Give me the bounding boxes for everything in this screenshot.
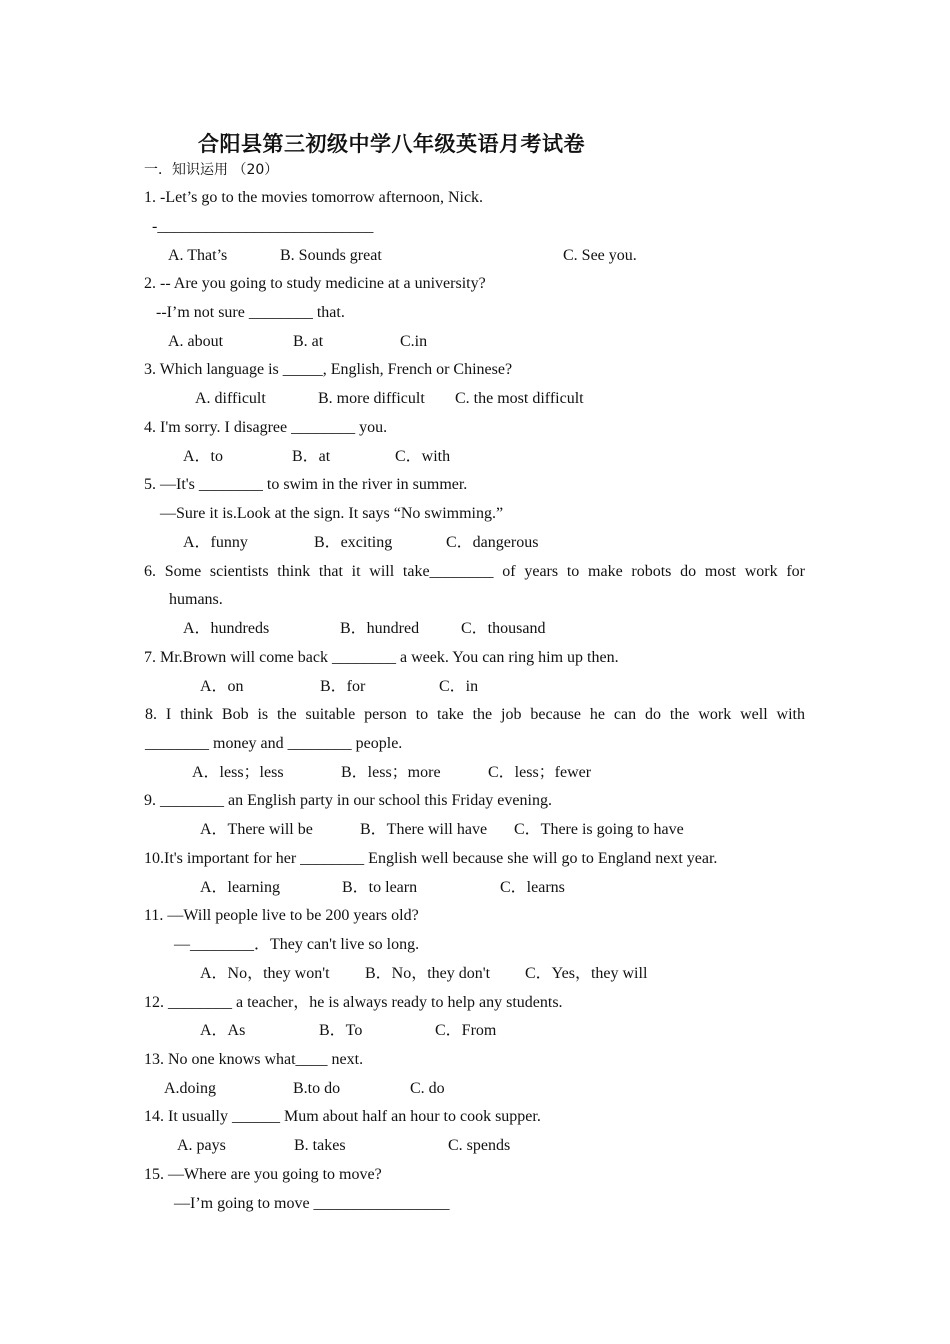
question-14-option-a: A. pays bbox=[177, 1137, 226, 1154]
question-1-option-b: B. Sounds great bbox=[280, 247, 382, 264]
question-7-option-a: A．on bbox=[200, 678, 244, 695]
question-6-option-a: A．hundreds bbox=[183, 620, 270, 637]
question-6-option-b: B．hundred bbox=[340, 620, 420, 637]
question-5-option-a: A．funny bbox=[183, 534, 248, 551]
question-1-option-c: C. See you. bbox=[563, 247, 637, 264]
question-11-option-a: A．No，they won't bbox=[200, 965, 330, 982]
question-10-option-b: B．to learn bbox=[342, 879, 418, 896]
question-6-stem: 6. Some scientists think that it will take________ of years to make robots do most work for bbox=[144, 563, 805, 580]
question-1-option-a: A. That’s bbox=[168, 247, 228, 264]
exam-title: 合阳县第三初级中学八年级英语月考试卷 bbox=[198, 132, 585, 156]
question-10-stem: 10.It's important for her ________ English well because she will go to England next year. bbox=[144, 850, 718, 867]
question-12-option-b: B．To bbox=[319, 1022, 363, 1039]
question-4-stem: 4. I'm sorry. I disagree ________ you. bbox=[144, 419, 388, 436]
question-11-option-b: B．No，they don't bbox=[365, 965, 491, 982]
question-3-option-c: C. the most difficult bbox=[455, 390, 584, 407]
question-2-option-b: B. at bbox=[293, 333, 324, 350]
question-11-stem: 11. —Will people live to be 200 years old? bbox=[144, 907, 419, 924]
question-2-option-c: C.in bbox=[400, 333, 428, 350]
question-9-option-a: A．There will be bbox=[200, 821, 313, 838]
question-11-option-c: C．Yes，they will bbox=[525, 965, 648, 982]
question-8-option-b: B．less；more bbox=[341, 764, 441, 781]
question-13-option-a: A.doing bbox=[164, 1080, 216, 1097]
question-4-option-b: B．at bbox=[292, 448, 331, 465]
question-7-option-b: B．for bbox=[320, 678, 366, 695]
question-2-stem: 2. -- Are you going to study medicine at a university? bbox=[144, 275, 486, 292]
question-10-option-a: A．learning bbox=[200, 879, 280, 896]
question-6-stem-continued: humans. bbox=[169, 591, 223, 608]
question-3-stem: 3. Which language is _____, English, French or Chinese? bbox=[144, 361, 513, 378]
question-5-option-c: C．dangerous bbox=[446, 534, 539, 551]
question-12-stem: 12. ________ a teacher，he is always ready to help any students. bbox=[144, 994, 563, 1011]
question-2-reply: --I’m not sure ________ that. bbox=[156, 304, 345, 321]
question-3-option-b: B. more difficult bbox=[318, 390, 425, 407]
question-5-option-b: B．exciting bbox=[314, 534, 393, 551]
question-3-option-a: A. difficult bbox=[195, 390, 266, 407]
question-9-option-b: B．There will have bbox=[360, 821, 488, 838]
question-11-reply: —________．They can't live so long. bbox=[174, 936, 420, 953]
question-8-stem: 8. I think Bob is the suitable person to take the job because he can do the work well with bbox=[145, 706, 805, 723]
question-5-reply: —Sure it is.Look at the sign. It says “No swimming.” bbox=[160, 505, 504, 522]
question-9-option-c: C．There is going to have bbox=[514, 821, 684, 838]
question-8-option-a: A．less；less bbox=[192, 764, 284, 781]
question-14-option-b: B. takes bbox=[294, 1137, 346, 1154]
question-2-option-a: A. about bbox=[168, 333, 224, 350]
question-8-option-c: C．less；fewer bbox=[488, 764, 592, 781]
question-14-option-c: C. spends bbox=[448, 1137, 511, 1154]
question-12-option-a: A．As bbox=[200, 1022, 246, 1039]
question-15-reply: —I’m going to move _________________ bbox=[174, 1195, 450, 1212]
section-heading: 一．知识运用 （20） bbox=[144, 162, 279, 178]
question-1-stem: 1. -Let’s go to the movies tomorrow afternoon, Nick. bbox=[144, 189, 484, 206]
question-5-stem: 5. —It's ________ to swim in the river in summer. bbox=[144, 476, 468, 493]
question-4-option-a: A．to bbox=[183, 448, 224, 465]
question-13-stem: 13. No one knows what____ next. bbox=[144, 1051, 364, 1068]
question-7-option-c: C．in bbox=[439, 678, 479, 695]
question-14-stem: 14. It usually ______ Mum about half an hour to cook supper. bbox=[144, 1108, 541, 1125]
question-7-stem: 7. Mr.Brown will come back ________ a week. You can ring him up then. bbox=[144, 649, 619, 666]
question-10-option-c: C．learns bbox=[500, 879, 565, 896]
question-1-answer-line: -___________________________ bbox=[152, 218, 374, 235]
question-13-option-c: C. do bbox=[410, 1080, 445, 1097]
question-9-stem: 9. ________ an English party in our school this Friday evening. bbox=[144, 792, 552, 809]
question-12-option-c: C．From bbox=[435, 1022, 497, 1039]
question-6-option-c: C．thousand bbox=[461, 620, 546, 637]
question-4-option-c: C．with bbox=[395, 448, 451, 465]
question-15-stem: 15. —Where are you going to move? bbox=[144, 1166, 382, 1183]
question-8-stem-continued: ________ money and ________ people. bbox=[145, 735, 403, 752]
question-13-option-b: B.to do bbox=[293, 1080, 341, 1097]
